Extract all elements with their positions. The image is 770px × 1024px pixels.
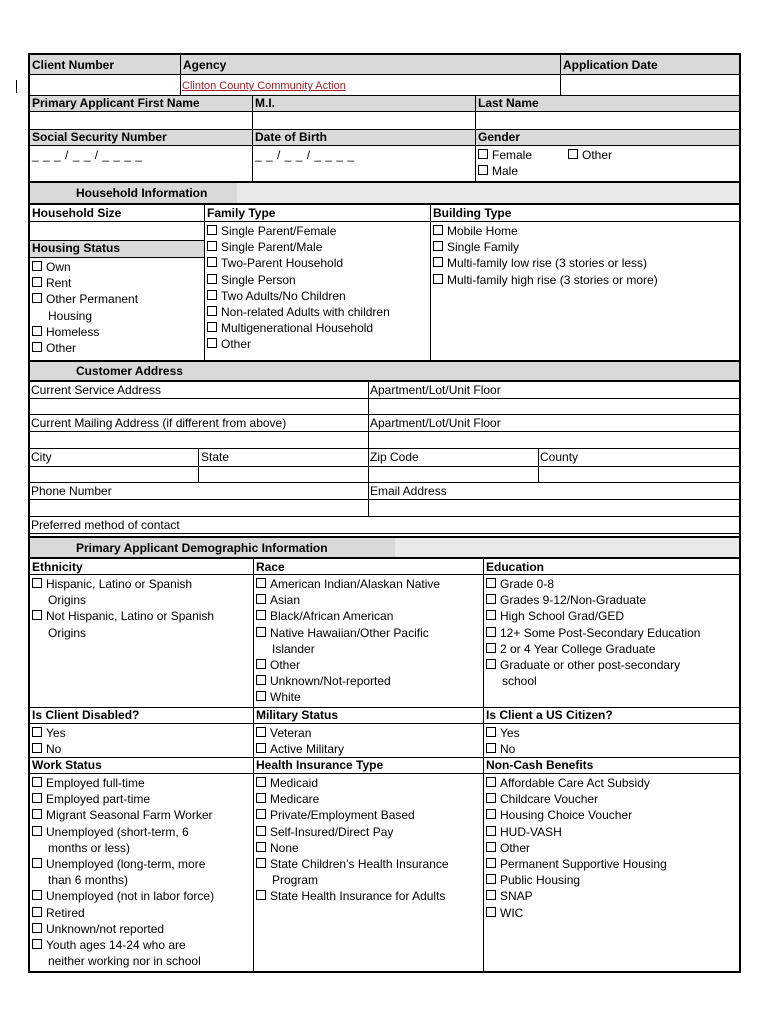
insurance-label: Health Insurance Type	[256, 758, 384, 772]
checkbox-icon	[478, 149, 488, 159]
client-number-label: Client Number	[32, 58, 115, 72]
ethnicity-label: Ethnicity	[32, 560, 83, 574]
housing-status-list	[32, 259, 138, 356]
checkbox-icon	[32, 277, 42, 287]
city-label: City	[31, 450, 52, 464]
family-type-label: Family Type	[207, 206, 276, 220]
first-name-field[interactable]	[30, 112, 252, 129]
noncash-option[interactable]: Childcare Voucher	[486, 791, 667, 807]
family-type-option[interactable]: Other	[207, 336, 390, 352]
checkbox-icon	[256, 793, 266, 803]
mailing-apt-label: Apartment/Lot/Unit Floor	[370, 416, 501, 430]
checkbox-icon	[256, 627, 266, 637]
checkbox-icon	[433, 225, 443, 235]
housing-other-permanent-cont: Housing	[48, 308, 93, 323]
ethnicity-option-cont: Origins	[48, 625, 87, 640]
checkbox-icon	[256, 826, 266, 836]
county-label: County	[540, 450, 579, 464]
housing-rent-option[interactable]: Rent	[32, 275, 138, 291]
education-list	[486, 576, 700, 689]
checkbox-icon	[486, 727, 496, 737]
noncash-option[interactable]: Other	[486, 840, 667, 856]
noncash-option[interactable]: HUD-VASH	[486, 824, 667, 840]
county-field[interactable]	[539, 467, 739, 482]
checkbox-icon	[433, 241, 443, 251]
work-option[interactable]: Migrant Seasonal Farm Worker	[32, 807, 214, 823]
work-option[interactable]: Youth ages 14-24 who are	[32, 937, 214, 953]
education-option[interactable]: Grade 0-8	[486, 576, 700, 592]
preferred-contact-label: Preferred method of contact	[31, 518, 180, 532]
checkbox-icon	[486, 659, 496, 669]
disabled-yes-option[interactable]: Yes	[32, 725, 66, 741]
checkbox-icon	[486, 627, 496, 637]
last-name-field[interactable]	[476, 112, 739, 129]
military-active-option[interactable]: Active Military	[256, 741, 344, 757]
demographics-section-title: Primary Applicant Demographic Information	[76, 541, 328, 555]
noncash-option[interactable]: Housing Choice Voucher	[486, 807, 667, 823]
ssn-label: Social Security Number	[32, 130, 167, 144]
work-option[interactable]: Unemployed (not in labor force)	[32, 888, 214, 904]
checkbox-icon	[256, 727, 266, 737]
checkbox-icon	[32, 890, 42, 900]
checkbox-icon	[207, 306, 217, 316]
intake-form	[28, 53, 741, 973]
race-option[interactable]: American Indian/Alaskan Native	[256, 576, 440, 592]
checkbox-icon	[256, 594, 266, 604]
family-type-list	[207, 223, 390, 353]
work-option[interactable]: Unemployed (short-term, 6	[32, 824, 214, 840]
family-type-option[interactable]: Single Person	[207, 272, 390, 288]
agency-label: Agency	[183, 58, 227, 72]
checkbox-icon	[486, 907, 496, 917]
ethnicity-option[interactable]: Not Hispanic, Latino or Spanish	[32, 608, 214, 624]
military-list	[256, 725, 344, 757]
family-type-option[interactable]: Non-related Adults with children	[207, 304, 390, 320]
race-list	[256, 576, 440, 706]
work-status-label: Work Status	[32, 758, 102, 772]
last-name-label: Last Name	[478, 96, 539, 110]
building-type-option[interactable]: Multi-family low rise (3 stories or less)	[433, 255, 658, 271]
gender-option-male[interactable]: Male	[478, 164, 518, 179]
checkbox-icon	[486, 793, 496, 803]
email-label: Email Address	[370, 484, 447, 498]
citizen-yes-option[interactable]: Yes	[486, 725, 520, 741]
checkbox-icon	[486, 858, 496, 868]
checkbox-icon	[486, 610, 496, 620]
insurance-option[interactable]: None	[256, 840, 449, 856]
disabled-list	[32, 725, 66, 757]
work-option-cont: months or less)	[48, 840, 131, 855]
household-section-title: Household Information	[76, 186, 208, 200]
checkbox-icon	[256, 777, 266, 787]
noncash-option[interactable]: SNAP	[486, 888, 667, 904]
building-type-option[interactable]: Single Family	[433, 239, 658, 255]
military-label: Military Status	[256, 708, 339, 722]
work-option[interactable]: Unknown/not reported	[32, 921, 214, 937]
preferred-contact-field[interactable]	[230, 517, 739, 533]
education-label: Education	[486, 560, 545, 574]
disabled-label: Is Client Disabled?	[32, 708, 140, 722]
checkbox-icon	[207, 290, 217, 300]
email-field[interactable]	[369, 500, 739, 516]
race-option-cont: Islander	[272, 641, 315, 656]
work-option[interactable]: Employed part-time	[32, 791, 214, 807]
gender-option-female[interactable]: Female	[478, 148, 532, 163]
ethnicity-option-cont: Origins	[48, 593, 87, 608]
noncash-option[interactable]: WIC	[486, 905, 667, 921]
checkbox-icon	[433, 257, 443, 267]
citizen-label: Is Client a US Citizen?	[486, 708, 613, 722]
checkbox-icon	[486, 743, 496, 753]
text-cursor	[16, 80, 17, 93]
checkbox-icon	[256, 691, 266, 701]
noncash-label: Non-Cash Benefits	[486, 758, 594, 772]
checkbox-icon	[486, 842, 496, 852]
checkbox-icon	[568, 149, 578, 159]
service-apt-field[interactable]	[369, 399, 739, 414]
checkbox-icon	[486, 809, 496, 819]
education-option[interactable]: High School Grad/GED	[486, 608, 700, 624]
checkbox-icon	[32, 743, 42, 753]
family-type-option[interactable]: Single Parent/Male	[207, 239, 390, 255]
housing-status-label: Housing Status	[32, 241, 121, 255]
checkbox-icon	[486, 643, 496, 653]
noncash-option[interactable]: Affordable Care Act Subsidy	[486, 775, 667, 791]
checkbox-icon	[256, 809, 266, 819]
work-option-cont: than 6 months)	[48, 873, 129, 888]
checkbox-icon	[486, 890, 496, 900]
checkbox-icon	[256, 659, 266, 669]
insurance-option[interactable]: State Children’s Health Insurance	[256, 856, 449, 872]
checkbox-icon	[32, 907, 42, 917]
family-type-option[interactable]: Multigenerational Household	[207, 320, 390, 336]
checkbox-icon	[486, 777, 496, 787]
gender-option-other[interactable]: Other	[568, 148, 612, 163]
client-number-field[interactable]	[30, 75, 180, 95]
building-type-label: Building Type	[433, 206, 512, 220]
family-type-option[interactable]: Two Adults/No Children	[207, 288, 390, 304]
address-section-title: Customer Address	[76, 364, 183, 378]
state-field[interactable]	[199, 467, 368, 482]
service-address-label: Current Service Address	[31, 383, 162, 397]
application-date-field[interactable]	[561, 75, 739, 95]
dob-field[interactable]: _ _ / _ _ / _ _ _ _	[255, 148, 355, 162]
insurance-option[interactable]: Medicaid	[256, 775, 449, 791]
checkbox-icon	[32, 727, 42, 737]
checkbox-icon	[32, 261, 42, 271]
checkbox-icon	[207, 241, 217, 251]
housing-other-permanent-option[interactable]: Other Permanent	[32, 291, 138, 307]
work-option[interactable]: Employed full-time	[32, 775, 214, 791]
mi-field[interactable]	[253, 112, 475, 129]
insurance-option-cont: Program	[272, 873, 319, 888]
checkbox-icon	[32, 342, 42, 352]
gender-label: Gender	[478, 130, 521, 144]
insurance-list	[256, 775, 449, 905]
race-option[interactable]: Black/African American	[256, 608, 440, 624]
work-status-list	[32, 775, 214, 969]
checkbox-icon	[32, 777, 42, 787]
insurance-option[interactable]: Medicare	[256, 791, 449, 807]
checkbox-icon	[32, 326, 42, 336]
checkbox-icon	[32, 939, 42, 949]
race-option[interactable]: White	[256, 689, 440, 705]
zip-field[interactable]	[369, 467, 538, 482]
checkbox-icon	[207, 225, 217, 235]
housing-other-option[interactable]: Other	[32, 340, 138, 356]
checkbox-icon	[256, 743, 266, 753]
mi-label: M.I.	[255, 96, 275, 110]
building-type-option[interactable]: Multi-family high rise (3 stories or more)	[433, 272, 658, 288]
mailing-apt-field[interactable]	[369, 432, 739, 448]
housing-own-option[interactable]: Own	[32, 259, 138, 275]
military-veteran-option[interactable]: Veteran	[256, 725, 344, 741]
building-type-list	[433, 223, 658, 288]
citizen-list	[486, 725, 520, 757]
race-label: Race	[256, 560, 285, 574]
race-option[interactable]: Asian	[256, 592, 440, 608]
building-type-option[interactable]: Mobile Home	[433, 223, 658, 239]
checkbox-icon	[256, 890, 266, 900]
agency-field[interactable]: Clinton County Community Action	[182, 80, 346, 92]
checkbox-icon	[486, 578, 496, 588]
checkbox-icon	[32, 858, 42, 868]
checkbox-icon	[486, 826, 496, 836]
dob-label: Date of Birth	[255, 130, 327, 144]
ssn-field[interactable]: _ _ _ / _ _ / _ _ _ _	[32, 148, 143, 162]
checkbox-icon	[256, 610, 266, 620]
service-address-field[interactable]	[30, 399, 368, 414]
phone-field[interactable]	[30, 500, 368, 516]
housing-homeless-option[interactable]: Homeless	[32, 324, 138, 340]
insurance-option[interactable]: State Health Insurance for Adults	[256, 888, 449, 904]
education-option-cont: school	[502, 674, 537, 689]
ethnicity-list	[32, 576, 214, 641]
city-field[interactable]	[30, 467, 198, 482]
checkbox-icon	[32, 610, 42, 620]
family-type-option[interactable]: Single Parent/Female	[207, 223, 390, 239]
first-name-label: Primary Applicant First Name	[32, 96, 200, 110]
checkbox-icon	[207, 274, 217, 284]
service-apt-label: Apartment/Lot/Unit Floor	[370, 383, 501, 397]
noncash-option[interactable]: Permanent Supportive Housing	[486, 856, 667, 872]
checkbox-icon	[256, 675, 266, 685]
work-option[interactable]: Unemployed (long-term, more	[32, 856, 214, 872]
checkbox-icon	[207, 257, 217, 267]
mailing-address-label: Current Mailing Address (if different from above)	[31, 416, 287, 430]
checkbox-icon	[486, 874, 496, 884]
checkbox-icon	[32, 293, 42, 303]
noncash-list	[486, 775, 667, 921]
checkbox-icon	[256, 842, 266, 852]
ethnicity-option[interactable]: Hispanic, Latino or Spanish	[32, 576, 214, 592]
education-option[interactable]: Graduate or other post-secondary	[486, 657, 700, 673]
education-option[interactable]: 2 or 4 Year College Graduate	[486, 641, 700, 657]
application-date-label: Application Date	[563, 58, 658, 72]
checkbox-icon	[32, 809, 42, 819]
state-label: State	[201, 450, 230, 464]
citizen-no-option[interactable]: No	[486, 741, 520, 757]
household-size-label: Household Size	[32, 206, 122, 220]
insurance-option[interactable]: Self-Insured/Direct Pay	[256, 824, 449, 840]
insurance-option[interactable]: Private/Employment Based	[256, 807, 449, 823]
checkbox-icon	[207, 322, 217, 332]
checkbox-icon	[32, 578, 42, 588]
checkbox-icon	[478, 165, 488, 175]
education-option[interactable]: Grades 9-12/Non-Graduate	[486, 592, 700, 608]
race-option[interactable]: Other	[256, 657, 440, 673]
zip-label: Zip Code	[370, 450, 419, 464]
noncash-option[interactable]: Public Housing	[486, 872, 667, 888]
phone-label: Phone Number	[31, 484, 112, 498]
checkbox-icon	[433, 274, 443, 284]
family-type-option[interactable]: Two-Parent Household	[207, 255, 390, 271]
checkbox-icon	[32, 793, 42, 803]
race-option[interactable]: Unknown/Not-reported	[256, 673, 440, 689]
checkbox-icon	[32, 826, 42, 836]
disabled-no-option[interactable]: No	[32, 741, 66, 757]
checkbox-icon	[486, 594, 496, 604]
checkbox-icon	[32, 923, 42, 933]
education-option[interactable]: 12+ Some Post-Secondary Education	[486, 625, 700, 641]
checkbox-icon	[256, 858, 266, 868]
work-option[interactable]: Retired	[32, 905, 214, 921]
mailing-address-field[interactable]	[30, 432, 368, 448]
checkbox-icon	[207, 338, 217, 348]
work-option-cont: neither working nor in school	[48, 954, 201, 969]
checkbox-icon	[256, 578, 266, 588]
race-option[interactable]: Native Hawaiian/Other Pacific	[256, 625, 440, 641]
